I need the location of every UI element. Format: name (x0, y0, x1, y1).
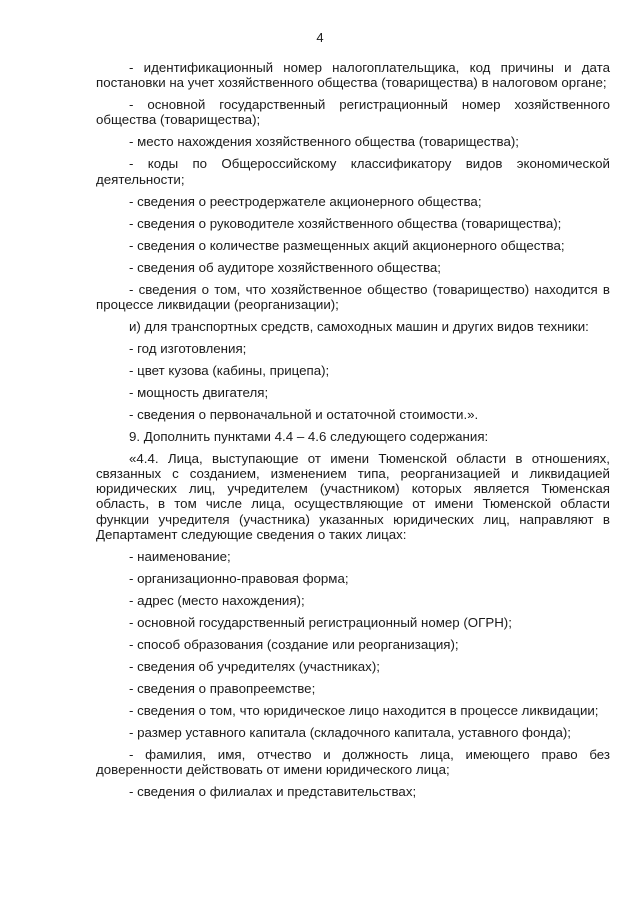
paragraph-director: - сведения о руководителе хозяйственного общества (товарищества); (129, 215, 562, 231)
paragraph-shares-count: - сведения о количестве размещенных акций акционерного общества; (129, 237, 565, 253)
paragraph-founders: - сведения об учредителях (участниках); (129, 658, 380, 674)
paragraph-manufacture-year: - год изготовления; (129, 340, 247, 356)
paragraph-name: - наименование; (129, 548, 231, 564)
paragraph-succession: - сведения о правопреемстве; (129, 680, 316, 696)
paragraph-company-liquidation: - сведения о том, что хозяйственное общество (товарищество) находится в процессе ликвидации (реорганизации); (96, 281, 610, 312)
paragraph-item-9: 9. Дополнить пунктами 4.4 – 4.6 следующего содержания: (129, 428, 489, 444)
paragraph-company-location: - место нахождения хозяйственного общества (товарищества); (129, 134, 519, 150)
paragraph-body-color: - цвет кузова (кабины, прицепа); (129, 362, 330, 378)
paragraph-ogrn: - основной государственный регистрационный номер (ОГРН); (129, 614, 512, 630)
paragraph-formation-method: - способ образования (создание или реорганизация); (129, 636, 459, 652)
paragraph-entity-liquidation: - сведения о том, что юридическое лицо находится в процессе ликвидации; (129, 702, 599, 718)
paragraph-branches: - сведения о филиалах и представительствах; (129, 784, 417, 800)
document-body (96, 60, 610, 806)
paragraph-address: - адрес (место нахождения); (129, 592, 305, 608)
paragraph-clause-4-4: «4.4. Лица, выступающие от имени Тюменской области в отношениях, связанных с созданием, изменением типа, реорганизацией и ликвидацией юридических лиц, учредителем (участником) которых является Тюменская область, в том числе лица, осуществляющие от имени Тюменской области функции учредителя (участника) указанных юридических лиц, направляют в Департамент следующие сведения о таких лицах: (96, 450, 610, 542)
paragraph-registrar: - сведения о реестродержателе акционерного общества; (129, 193, 482, 209)
page-number: 4 (316, 30, 324, 45)
paragraph-charter-capital: - размер уставного капитала (складочного капитала, уставного фонда); (129, 724, 572, 740)
paragraph-legal-form: - организационно-правовая форма; (129, 570, 349, 586)
paragraph-inn-kpp: - идентификационный номер налогоплательщика, код причины и дата постановки на учет хозяйственного общества (товарищества) в налоговом органе; (96, 60, 610, 91)
paragraph-auditor: - сведения об аудиторе хозяйственного общества; (129, 259, 441, 275)
paragraph-engine-power: - мощность двигателя; (129, 384, 269, 400)
paragraph-authorized-person: - фамилия, имя, отчество и должность лица, имеющего право без доверенности действовать от имени юридического лица; (96, 746, 610, 778)
paragraph-vehicles-heading: и) для транспортных средств, самоходных машин и других видов техники: (129, 318, 589, 334)
paragraph-vehicle-value: - сведения о первоначальной и остаточной стоимости.». (129, 406, 479, 422)
paragraph-okved-codes: - коды по Общероссийскому классификатору видов экономической деятельности; (96, 156, 610, 187)
paragraph-ogrn-company: - основной государственный регистрационный номер хозяйственного общества (товарищества); (96, 97, 610, 128)
